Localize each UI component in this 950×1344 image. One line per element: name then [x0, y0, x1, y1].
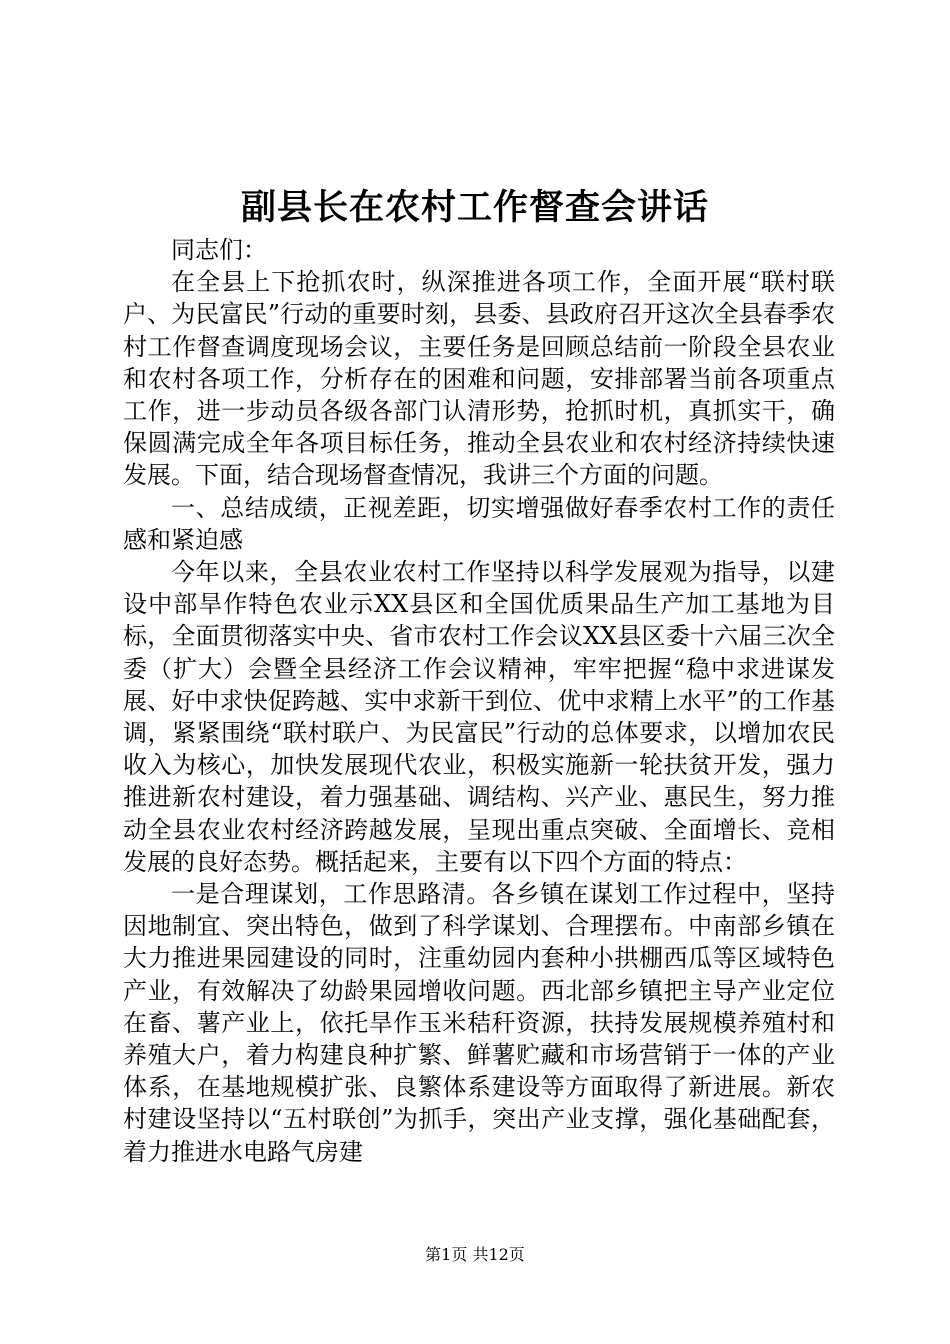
document-body: [123, 234, 835, 1168]
paragraph-point-1: 一是合理谋划，工作思路清。各乡镇在谋划工作过程中，坚持因地制宜、突出特色，做到了科学谋划、合理摆布。中南部乡镇在大力推进果园建设的同时，注重幼园内套种小拱棚西瓜等区域特色产业，有效解决了幼龄果园增收问题。西北部乡镇把主导产业定位在畜、薯产业上，依托旱作玉米秸秆资源，扶持发展规模养殖村和养殖大户，着力构建良种扩繁、鲜薯贮藏和市场营销于一体的产业体系，在基地规模扩张、良繁体系建设等方面取得了新进展。新农村建设坚持以“五村联创”为抓手，突出产业支撑，强化基础配套，着力推进水电路气房建: [123, 880, 835, 1166]
paragraph-intro: 在全县上下抢抓农时，纵深推进各项工作，全面开展“联村联户、为民富民”行动的重要时刻，县委、县政府召开这次全县春季农村工作督查调度现场会议，主要任务是回顾总结前一阶段全县农业和农村各项工作，分析存在的困难和问题，安排部署当前各项重点工作，进一步动员各级各部门认清形势，抢抓时机，真抓实干，确保圆满完成全年各项目标任务，推动全县农业和农村经济持续快速发展。下面，结合现场督查情况，我讲三个方面的问题。: [123, 268, 835, 490]
section-heading-1: 一、总结成绩，正视差距，切实增强做好春季农村工作的责任感和紧迫感: [123, 493, 835, 554]
page-number-footer: 第1页 共12页: [425, 1245, 525, 1264]
salutation: 同志们：: [171, 236, 267, 264]
document-title: 副县长在农村工作督查会讲话: [240, 187, 709, 228]
paragraph-summary: 今年以来，全县农业农村工作坚持以科学发展观为指导，以建设中部旱作特色农业示XX县区和全国优质果品生产加工基地为目标，全面贯彻落实中央、省市农村工作会议XX县区委十六届三次全委（扩大）会暨全县经济工作会议精神，牢牢把握“稳中求进谋发展、好中求快促跨越、实中求新干到位、优中求精上水平”的工作基调，紧紧围绕“联村联户、为民富民”行动的总体要求，以增加农民收入为核心，加快发展现代农业，积极实施新一轮扶贫开发，强力推进新农村建设，着力强基础、调结构、兴产业、惠民生，努力推动全县农业农村经济跨越发展，呈现出重点突破、全面增长、竞相发展的良好态势。概括起来，主要有以下四个方面的特点：: [123, 558, 835, 876]
